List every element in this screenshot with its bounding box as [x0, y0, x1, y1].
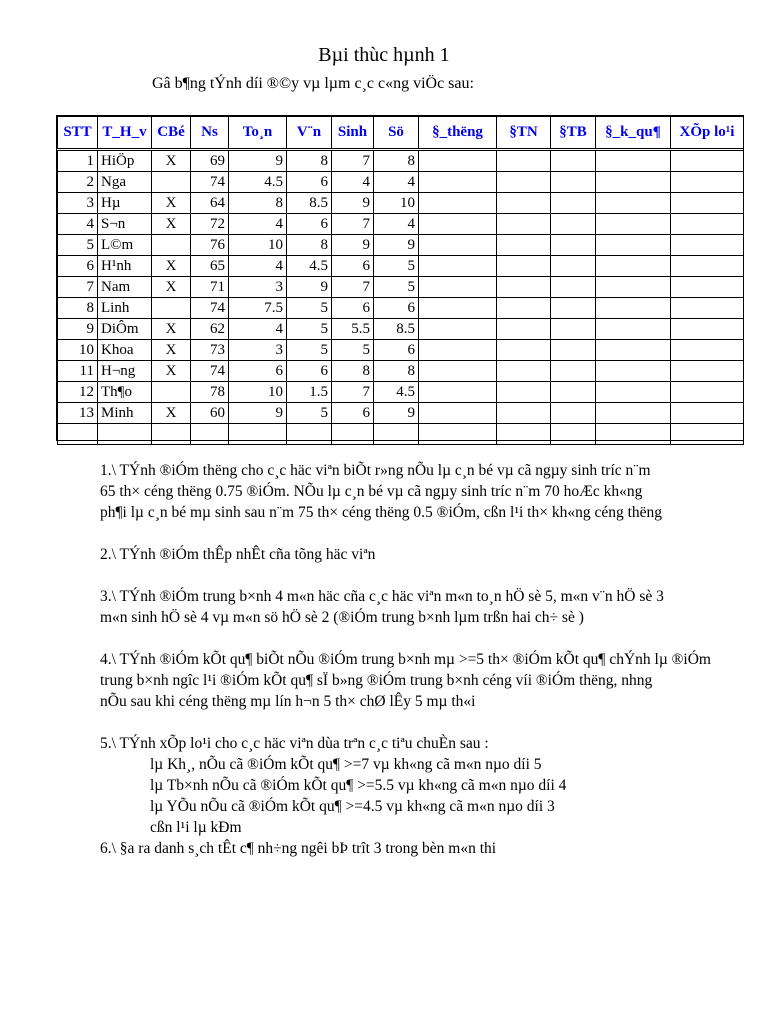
table-cell: X [152, 256, 191, 277]
table-cell [374, 424, 419, 445]
table-cell: 5 [58, 235, 98, 256]
table-cell [596, 424, 671, 445]
table-cell [551, 235, 596, 256]
table-cell: 5.5 [332, 319, 374, 340]
table-cell [419, 214, 497, 235]
table-cell [497, 235, 551, 256]
instruction-line: cßn l¹i lµ kÐm [150, 819, 242, 836]
table-cell [419, 256, 497, 277]
table-cell: 8 [374, 150, 419, 172]
table-cell [419, 340, 497, 361]
table-cell: 8 [374, 361, 419, 382]
table-cell: 74 [191, 361, 229, 382]
table-cell [551, 340, 596, 361]
table-cell: 8.5 [287, 193, 332, 214]
table-cell [497, 277, 551, 298]
table-row [58, 277, 744, 298]
instruction-line: 5.\ TÝnh xÕp lo¹i cho c¸c häc viªn dùa trªn c¸c tiªu chuÈn sau : [100, 735, 489, 752]
table-cell [419, 172, 497, 193]
table-cell [497, 319, 551, 340]
table-cell: 9 [287, 277, 332, 298]
table-cell [671, 172, 744, 193]
table-cell: 69 [191, 150, 229, 172]
instruction-line [100, 523, 768, 544]
table-cell: 6 [374, 340, 419, 361]
table-cell [596, 403, 671, 424]
table-cell [671, 235, 744, 256]
table-cell [419, 361, 497, 382]
instruction-line [100, 712, 768, 733]
table-cell [551, 382, 596, 403]
table-row [58, 256, 744, 277]
instruction-line: 1.\ TÝnh ®iÓm thëng cho c¸c häc viªn biÕt r»ng nÕu lµ c¸n bé vµ cã ngµy sinh tríc n¨m [100, 462, 651, 479]
table-cell: 8 [332, 361, 374, 382]
table-cell [152, 172, 191, 193]
table-cell: 9 [332, 235, 374, 256]
table-cell: 6 [58, 256, 98, 277]
table-cell [671, 382, 744, 403]
table-cell: 5 [374, 277, 419, 298]
instruction-line [100, 565, 768, 586]
table-cell [551, 298, 596, 319]
table-cell: 74 [191, 298, 229, 319]
table-cell [596, 340, 671, 361]
table-cell [419, 277, 497, 298]
table-cell: 8 [287, 235, 332, 256]
table-cell: 65 [191, 256, 229, 277]
table-cell [497, 256, 551, 277]
table-cell [191, 424, 229, 445]
table-cell: 74 [191, 172, 229, 193]
table-cell: 6 [332, 403, 374, 424]
table-cell: X [152, 277, 191, 298]
table-cell: 9 [332, 193, 374, 214]
table-cell: X [152, 193, 191, 214]
table-cell: Nga [98, 172, 152, 193]
table-row [58, 172, 744, 193]
table-cell: 5 [287, 340, 332, 361]
table-cell: 4 [374, 172, 419, 193]
table-cell [497, 150, 551, 172]
table-cell: 4.5 [229, 172, 287, 193]
table-cell: 3 [58, 193, 98, 214]
table-cell: 7 [58, 277, 98, 298]
table-cell: 10 [229, 382, 287, 403]
table-cell [497, 382, 551, 403]
table-cell: H¹nh [98, 256, 152, 277]
instruction-line: ph¶i lµ c¸n bé mµ sinh sau n¨m 75 th× céng thëng 0.5 ®iÓm, cßn l¹i th× kh«ng céng thëng [100, 504, 663, 521]
table-cell: 12 [58, 382, 98, 403]
instruction-line [100, 628, 768, 649]
table-cell: 1 [58, 150, 98, 172]
table-row [58, 298, 744, 319]
table-cell: 5 [287, 403, 332, 424]
table-cell: 9 [229, 150, 287, 172]
table-cell: HiÖp [98, 150, 152, 172]
table-cell: 8 [229, 193, 287, 214]
instruction-line: 3.\ TÝnh ®iÓm trung b×nh 4 m«n häc cña c¸c häc viªn m«n to¸n hÖ sè 5, m«n v¨n hÖ sè 3 [100, 588, 664, 605]
table-cell [671, 193, 744, 214]
table-cell [287, 424, 332, 445]
table-cell [229, 424, 287, 445]
table-cell: X [152, 150, 191, 172]
table-cell: 4.5 [287, 256, 332, 277]
table-cell [419, 193, 497, 214]
table-cell: 6 [374, 298, 419, 319]
table-cell: Linh [98, 298, 152, 319]
table-cell: 9 [374, 235, 419, 256]
table-cell: 5 [287, 298, 332, 319]
column-header: §_thëng [419, 117, 497, 150]
grade-table [57, 116, 744, 445]
table-cell [671, 150, 744, 172]
column-header: Sinh [332, 117, 374, 150]
table-cell [419, 382, 497, 403]
table-cell [551, 193, 596, 214]
table-cell [497, 403, 551, 424]
table-cell: Hµ [98, 193, 152, 214]
table-cell [551, 256, 596, 277]
column-header: To¸n [229, 117, 287, 150]
table-cell: 4.5 [374, 382, 419, 403]
table-cell [419, 150, 497, 172]
table-row [58, 214, 744, 235]
table-cell [671, 319, 744, 340]
table-cell [596, 256, 671, 277]
table-cell [596, 193, 671, 214]
table-cell [551, 361, 596, 382]
table-cell: 5 [374, 256, 419, 277]
table-cell [671, 340, 744, 361]
column-header: V¨n [287, 117, 332, 150]
table-cell: 8 [287, 150, 332, 172]
table-cell [551, 424, 596, 445]
table-cell [596, 150, 671, 172]
table-cell [596, 382, 671, 403]
table-cell [671, 424, 744, 445]
table-cell [551, 319, 596, 340]
exercise-instructions [100, 460, 768, 859]
instruction-line: 2.\ TÝnh ®iÓm thÊp nhÊt cña tõng häc viªn [100, 546, 376, 563]
instruction-line: lµ YÕu nÕu cã ®iÓm kÕt qu¶ >=4.5 vµ kh«ng cã m«n nµo díi 3 [150, 798, 555, 815]
table-cell: 78 [191, 382, 229, 403]
table-cell: 60 [191, 403, 229, 424]
table-cell [596, 235, 671, 256]
table-cell [596, 172, 671, 193]
table-cell: H¬ng [98, 361, 152, 382]
table-cell: 6 [332, 256, 374, 277]
table-cell: 7 [332, 382, 374, 403]
table-cell: 62 [191, 319, 229, 340]
table-cell: 73 [191, 340, 229, 361]
table-cell: 3 [229, 340, 287, 361]
column-header: STT [58, 117, 98, 150]
table-cell [551, 277, 596, 298]
table-cell: 6 [287, 361, 332, 382]
table-cell: 9 [58, 319, 98, 340]
table-cell [497, 193, 551, 214]
table-cell: 4 [332, 172, 374, 193]
table-cell [596, 298, 671, 319]
table-cell [671, 256, 744, 277]
table-cell: Th¶o [98, 382, 152, 403]
table-row [58, 424, 744, 445]
table-cell: 4 [229, 256, 287, 277]
table-cell [671, 277, 744, 298]
table-cell: 9 [374, 403, 419, 424]
table-cell: X [152, 340, 191, 361]
instruction-line: m«n sinh hÖ sè 4 vµ m«n sö hÖ sè 2 (®iÓm trung b×nh lµm trßn hai ch÷ sè ) [100, 609, 584, 626]
column-header: §TB [551, 117, 596, 150]
table-cell: 71 [191, 277, 229, 298]
table-cell: X [152, 319, 191, 340]
table-cell [671, 298, 744, 319]
table-cell: 64 [191, 193, 229, 214]
instruction-line: trung b×nh ngîc l¹i ®iÓm kÕt qu¶ sÏ b»ng ®iÓm trung b×nh céng víi ®iÓm thëng, nhng [100, 672, 653, 689]
table-cell [671, 361, 744, 382]
table-cell: Minh [98, 403, 152, 424]
instruction-line: lµ Tb×nh nÕu cã ®iÓm kÕt qu¶ >=5.5 vµ kh«ng cã m«n nµo díi 4 [150, 777, 567, 794]
table-cell: 5 [287, 319, 332, 340]
table-cell [551, 150, 596, 172]
instruction-line: 65 th× céng thëng 0.75 ®iÓm. NÕu lµ c¸n bé vµ cã ngµy sinh tríc n¨m 70 hoÆc kh«ng [100, 483, 643, 500]
table-cell: 13 [58, 403, 98, 424]
table-cell [419, 403, 497, 424]
table-cell: 7 [332, 150, 374, 172]
table-cell: 2 [58, 172, 98, 193]
table-cell: Nam [98, 277, 152, 298]
table-cell: 8.5 [374, 319, 419, 340]
table-cell: 10 [229, 235, 287, 256]
column-header: Sö [374, 117, 419, 150]
table-cell: 4 [374, 214, 419, 235]
table-cell: X [152, 214, 191, 235]
table-cell: S¬n [98, 214, 152, 235]
grade-table-frame [56, 115, 744, 441]
table-cell: 8 [58, 298, 98, 319]
table-cell: 4 [229, 319, 287, 340]
table-cell [497, 340, 551, 361]
table-cell: 7 [332, 277, 374, 298]
page-subtitle: Gâ b¶ng tÝnh díi ®©y vµ lµm c¸c c«ng viÖc sau: [152, 75, 474, 92]
table-cell [596, 361, 671, 382]
table-cell: L©m [98, 235, 152, 256]
table-cell: 4 [58, 214, 98, 235]
table-cell [152, 382, 191, 403]
instruction-line: 4.\ TÝnh ®iÓm kÕt qu¶ biÕt nÕu ®iÓm trung b×nh mµ >=5 th× ®iÓm kÕt qu¶ chÝnh lµ ®iÓm [100, 651, 711, 668]
table-cell: Khoa [98, 340, 152, 361]
table-row [58, 319, 744, 340]
table-cell: 6 [287, 172, 332, 193]
table-cell [596, 277, 671, 298]
table-cell: 76 [191, 235, 229, 256]
table-cell: X [152, 361, 191, 382]
instruction-line: lµ Kh¸, nÕu cã ®iÓm kÕt qu¶ >=7 vµ kh«ng cã m«n nµo díi 5 [150, 756, 542, 773]
table-cell: X [152, 403, 191, 424]
table-cell: 5 [332, 340, 374, 361]
table-cell [596, 319, 671, 340]
table-cell [497, 172, 551, 193]
table-cell [98, 424, 152, 445]
instruction-line: nÕu sau khi céng thëng mµ lín h¬n 5 th× chØ lÊy 5 mµ th«i [100, 693, 476, 710]
table-cell [497, 424, 551, 445]
table-row [58, 403, 744, 424]
table-cell [152, 235, 191, 256]
table-row [58, 382, 744, 403]
table-cell: 11 [58, 361, 98, 382]
table-row [58, 193, 744, 214]
table-cell [152, 298, 191, 319]
column-header: §_k_qu¶ [596, 117, 671, 150]
table-cell: 6 [287, 214, 332, 235]
table-cell [551, 172, 596, 193]
table-cell: 7.5 [229, 298, 287, 319]
table-cell [332, 424, 374, 445]
table-cell [497, 361, 551, 382]
table-cell: 10 [58, 340, 98, 361]
column-header: XÕp lo¹i [671, 117, 744, 150]
table-row [58, 150, 744, 172]
column-header: §TN [497, 117, 551, 150]
table-cell: 7 [332, 214, 374, 235]
page-title: Bµi thùc hµnh 1 [318, 44, 450, 66]
column-header: T_H_v [98, 117, 152, 150]
table-cell [419, 298, 497, 319]
column-header: Ns [191, 117, 229, 150]
table-cell: DiÔm [98, 319, 152, 340]
table-cell [419, 424, 497, 445]
column-header: CBé [152, 117, 191, 150]
table-header-row [58, 117, 744, 150]
table-cell: 1.5 [287, 382, 332, 403]
table-row [58, 235, 744, 256]
table-cell [497, 214, 551, 235]
table-cell [58, 424, 98, 445]
table-cell: 6 [229, 361, 287, 382]
table-cell [419, 319, 497, 340]
table-cell [671, 214, 744, 235]
table-row [58, 340, 744, 361]
table-cell [419, 235, 497, 256]
table-cell [671, 403, 744, 424]
table-cell [497, 298, 551, 319]
table-cell: 3 [229, 277, 287, 298]
table-cell: 10 [374, 193, 419, 214]
table-cell: 72 [191, 214, 229, 235]
instruction-line: 6.\ §a ra danh s¸ch tÊt c¶ nh÷ng ngêi bÞ trît 3 trong bèn m«n thi [100, 840, 497, 857]
table-row [58, 361, 744, 382]
table-cell: 9 [229, 403, 287, 424]
table-cell [551, 403, 596, 424]
table-cell [551, 214, 596, 235]
table-cell [152, 424, 191, 445]
table-cell: 4 [229, 214, 287, 235]
table-cell: 6 [332, 298, 374, 319]
table-cell [596, 214, 671, 235]
